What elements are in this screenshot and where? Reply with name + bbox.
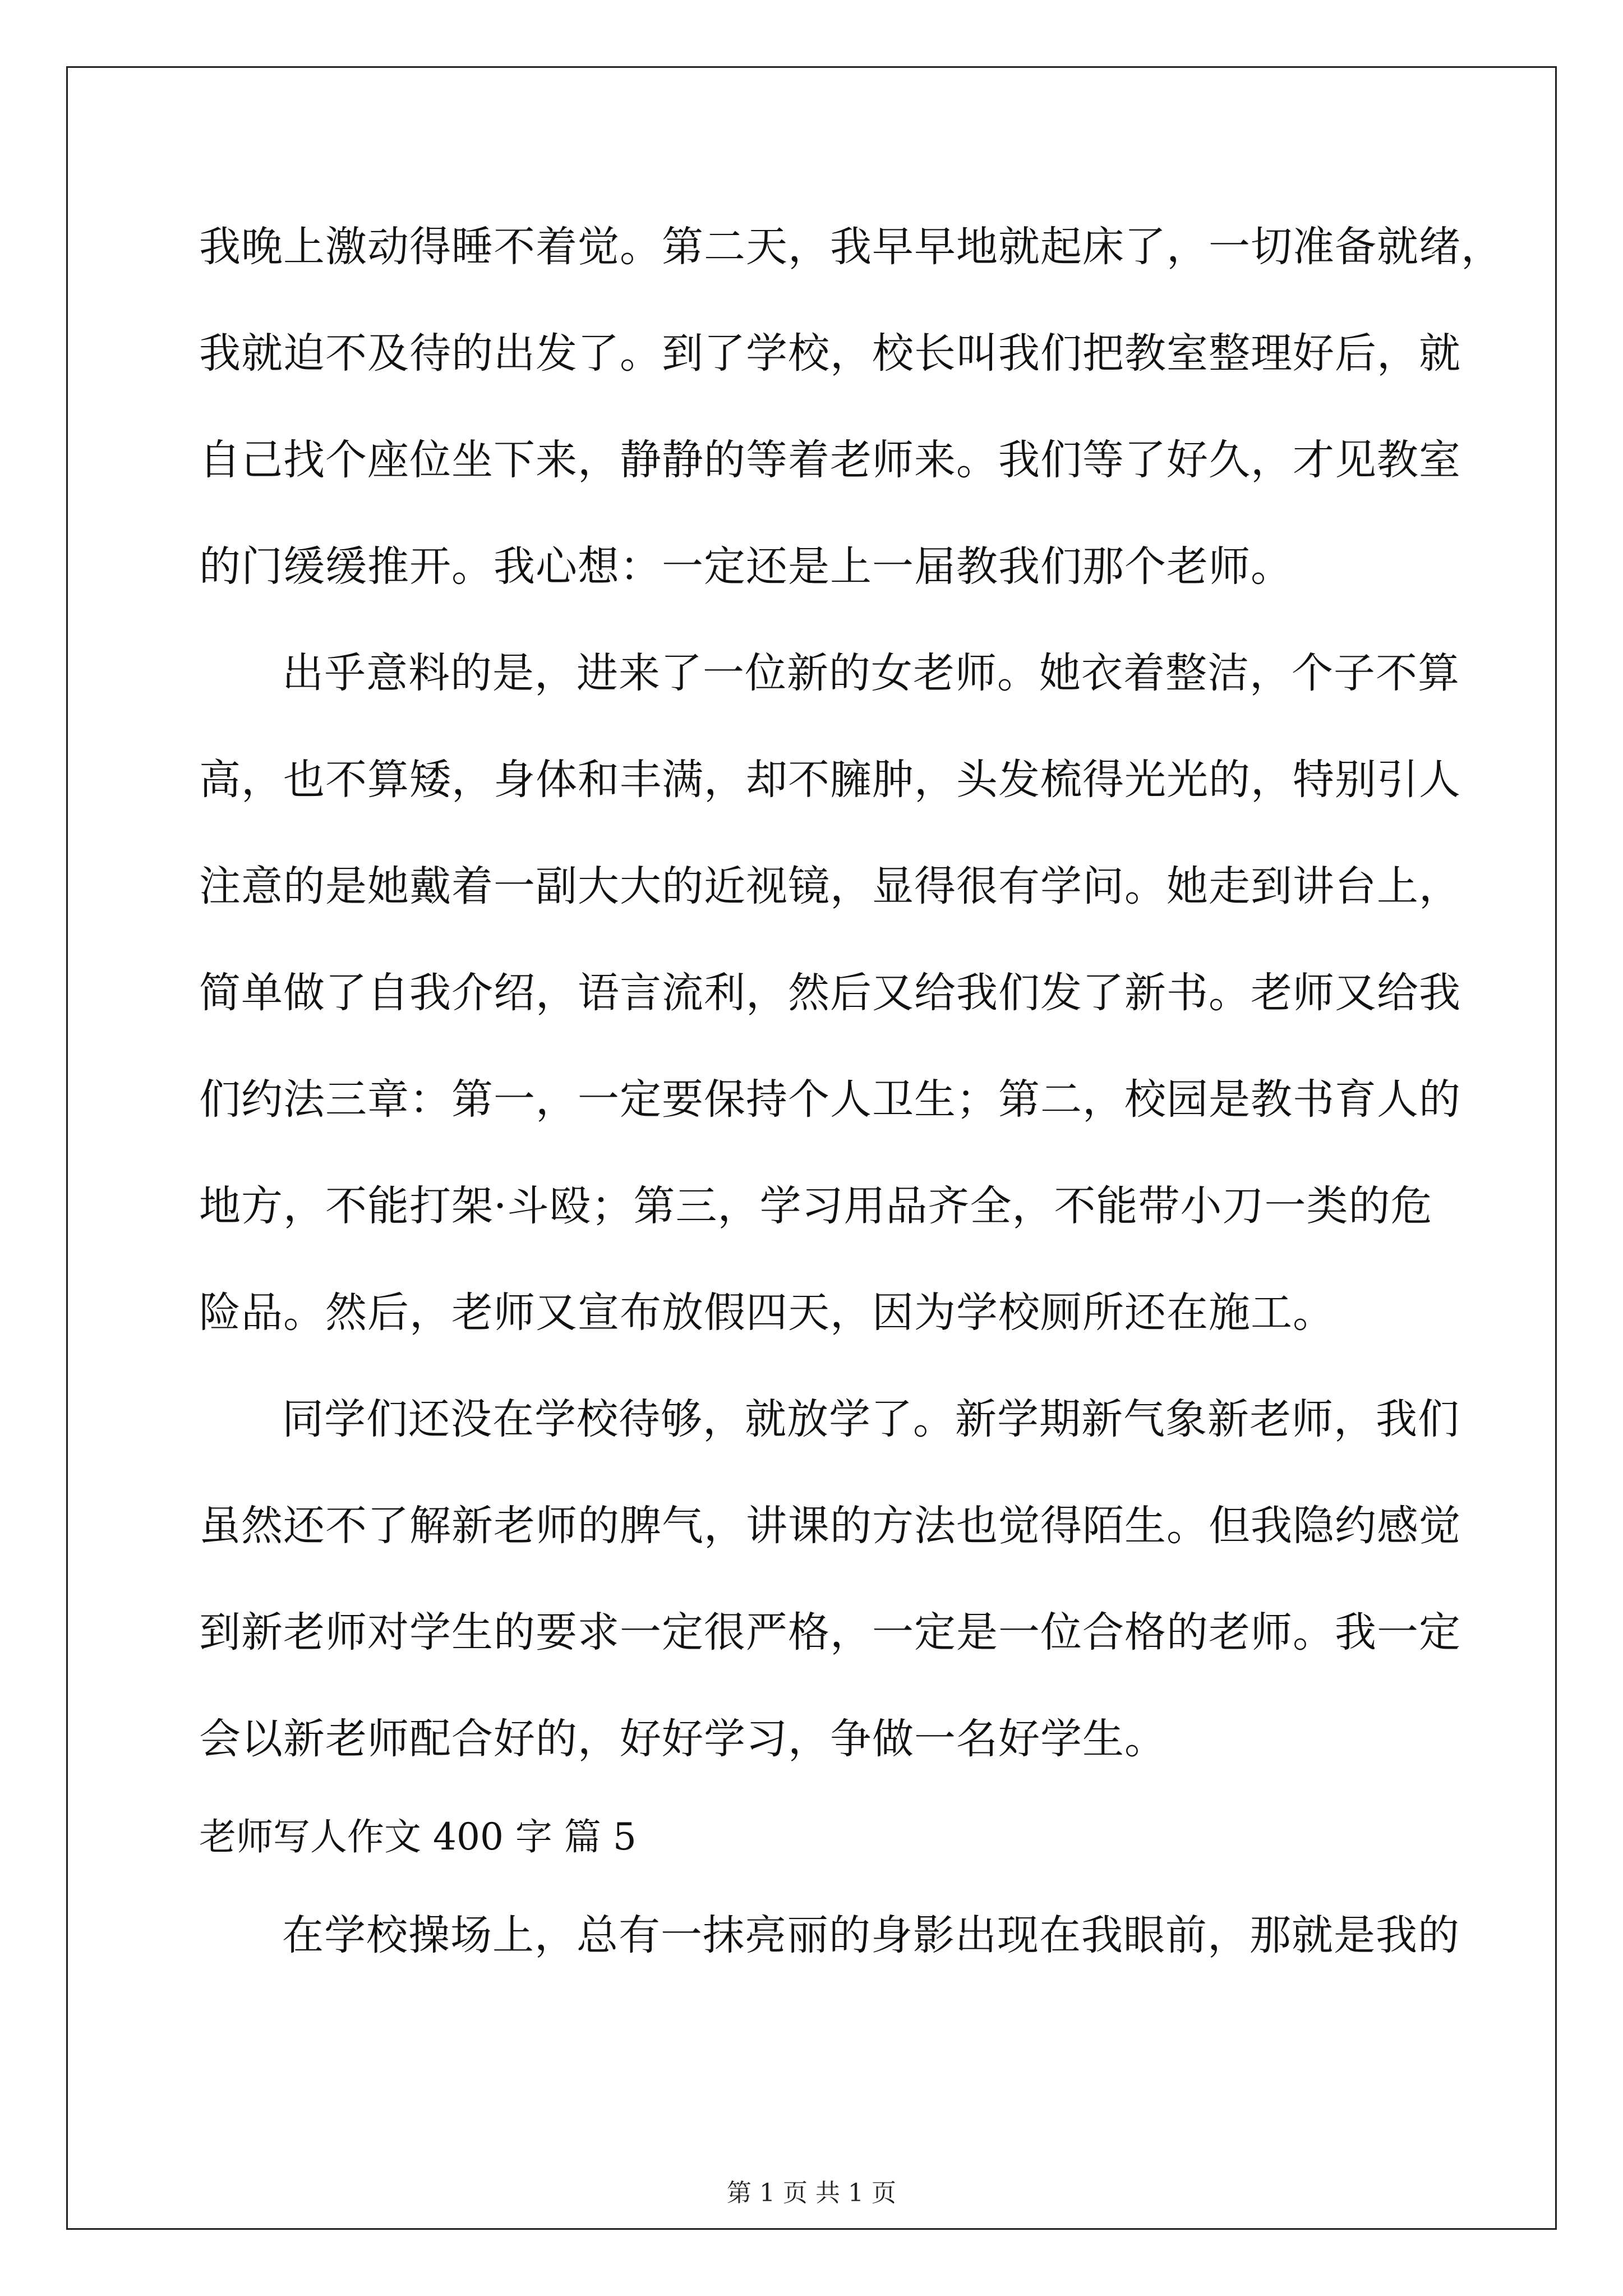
paragraph-2-line-3: 注意的是她戴着一副大大的近视镜，显得很有学问。她走到讲台上， xyxy=(199,862,1461,910)
paragraph-1-line-4: 的门缓缓推开。我心想：一定还是上一届教我们那个老师。 xyxy=(199,542,1293,591)
page-footer: 第 1 页 共 1 页 xyxy=(727,2179,896,2207)
paragraph-3-line-2: 虽然还不了解新老师的脾气，讲课的方法也觉得陌生。但我隐约感觉 xyxy=(199,1502,1461,1550)
paragraph-3-line-4: 会以新老师配合好的，好好学习，争做一名好学生。 xyxy=(199,1715,1166,1763)
paragraph-3-line-3: 到新老师对学生的要求一定很严格，一定是一位合格的老师。我一定 xyxy=(199,1608,1461,1657)
paragraph-1-line-2: 我就迫不及待的出发了。到了学校，校长叫我们把教室整理好后，就 xyxy=(199,329,1461,378)
paragraph-1-line-3: 自己找个座位坐下来，静静的等着老师来。我们等了好久，才见教室 xyxy=(199,436,1461,484)
paragraph-1-line-1: 我晚上激动得睡不着觉。第二天，我早早地就起床了，一切准备就绪， xyxy=(199,223,1503,271)
paragraph-4-line-1: 在学校操场上，总有一抹亮丽的身影出现在我眼前，那就是我的 xyxy=(282,1911,1460,1959)
paragraph-2-line-1: 出乎意料的是，进来了一位新的女老师。她衣着整洁，个子不算 xyxy=(282,649,1460,697)
section-heading: 老师写人作文 400 字 篇 5 xyxy=(199,1815,637,1858)
paragraph-2-line-6: 地方，不能打架·斗殴；第三，学习用品齐全，不能带小刀一类的危 xyxy=(199,1182,1433,1230)
page-border xyxy=(66,66,1557,2230)
paragraph-3-line-1: 同学们还没在学校待够，就放学了。新学期新气象新老师，我们 xyxy=(282,1395,1460,1443)
paragraph-2-line-5: 们约法三章：第一，一定要保持个人卫生；第二，校园是教书育人的 xyxy=(199,1075,1461,1124)
paragraph-2-line-4: 简单做了自我介绍，语言流利，然后又给我们发了新书。老师又给我 xyxy=(199,969,1461,1017)
paragraph-2-line-7: 险品。然后，老师又宣布放假四天，因为学校厕所还在施工。 xyxy=(199,1289,1335,1337)
paragraph-2-line-2: 高，也不算矮，身体和丰满，却不臃肿，头发梳得光光的，特别引人 xyxy=(199,756,1461,804)
